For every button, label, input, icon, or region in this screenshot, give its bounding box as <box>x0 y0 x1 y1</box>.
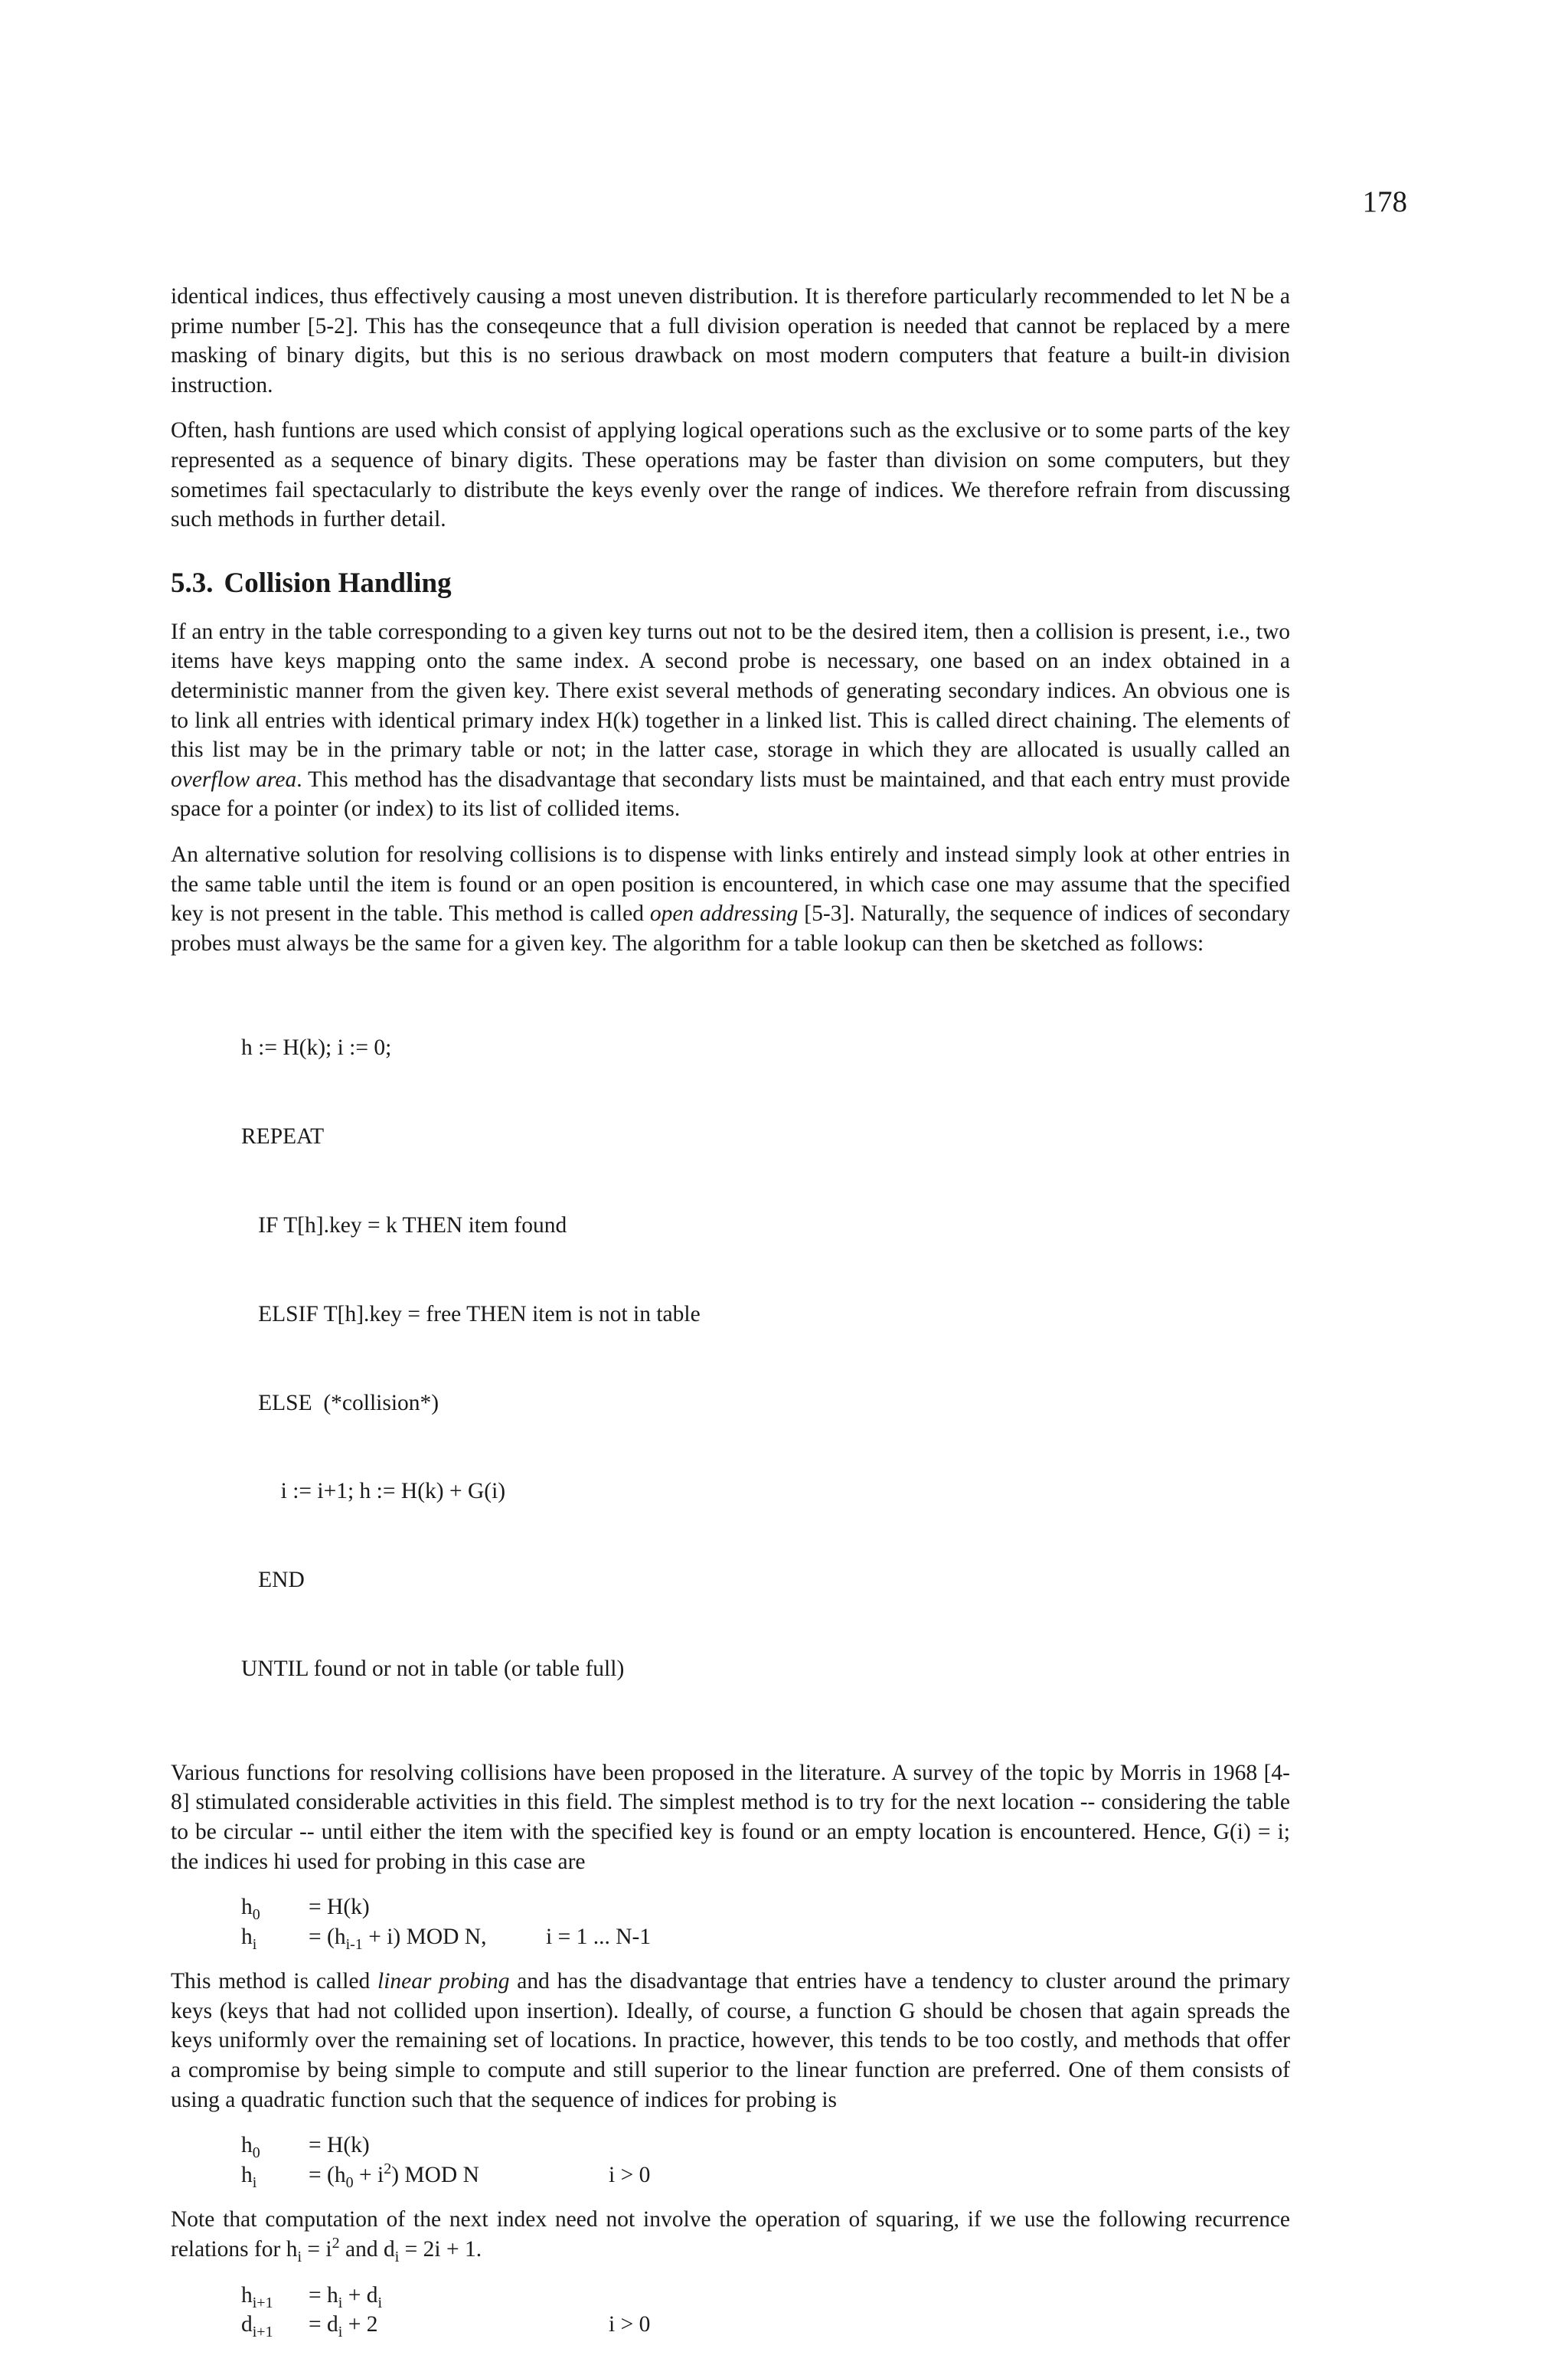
linear-probing-formula <box>241 1892 1290 1951</box>
code-line: REPEAT <box>241 1124 325 1150</box>
formula-row: $h_i$ = $(h_0 + i^2)$ MOD N i > 0 <box>241 2160 651 2191</box>
term-linear-probing: linear probing <box>377 1969 510 1994</box>
formula-condition: i = 1 ... N-1 <box>546 1924 652 1949</box>
lookup-algorithm <box>241 974 1290 1742</box>
code-line: IF T[h].key = k THEN item found <box>241 1213 567 1238</box>
paragraph-recurrence: Note that computation of the next index need not involve the operation of squaring, if we use the following recurrence relations for $h_i = i^2$ and $d_i = 2i + 1$. <box>171 2207 1290 2265</box>
code-line: END <box>241 1568 305 1593</box>
paragraph-prime-number: identical indices, thus effectively causing a most uneven distribution. It is therefore particularly recommended to let N be a prime number [5-2]. This has the conseqeunce that a full division operation is needed that cannot be replaced by a mere masking of binary digits, but this is no serious drawback on most modern computers that feature a built-in division instruction. <box>171 284 1290 397</box>
formula-row: $h_0$ = H(k) <box>241 1895 370 1923</box>
quadratic-probing-formula <box>241 2131 1290 2190</box>
formula-row: $h_{i+1}$ = $h_i + d_i$ <box>241 2282 383 2311</box>
formula-condition: i > 0 <box>609 2162 651 2187</box>
section-number: 5.3. <box>171 567 214 599</box>
code-line: UNTIL found or not in table (or table full) <box>241 1656 625 1681</box>
section-heading <box>171 567 1290 600</box>
recurrence-formula <box>241 2281 1290 2340</box>
page-content <box>171 282 1290 2355</box>
section-title: Collision Handling <box>224 567 452 599</box>
formula-row: $d_{i+1}$ = $d_i + 2$ i > 0 <box>241 2310 1290 2340</box>
code-line: h := H(k); i := 0; <box>241 1035 392 1061</box>
code-line: ELSIF T[h].key = free THEN item is not in table <box>241 1301 701 1326</box>
formula-row: $h_i$ = $(h_{i-1} + i)$ MOD N, i = 1 ... N-1 <box>241 1922 1290 1952</box>
term-overflow-area: overflow area <box>171 767 297 792</box>
page-number: 178 <box>1362 185 1407 218</box>
formula-row: $h_0$ = H(k) <box>241 2133 370 2162</box>
code-line: i := i+1; h := H(k) + G(i) <box>241 1479 506 1504</box>
paragraph-direct-chaining: If an entry in the table corresponding to a given key turns out not to be the desired item, then a collision is present, i.e., two items have keys mapping onto the same index. A second probe is necessary, one based on an index obtained in a deterministic manner from the given key. There exist several methods of generating secondary indices. An obvious one is to link all entries with identical primary index H(k) together in a linked list. This is called direct chaining. The elements of this list may be in the primary table or not; in the latter case, storage in which they are allocated is usually called an overflow area. This method has the disadvantage that secondary lists must be maintained, and that each entry must provide space for a pointer (or index) to its list of collided items. <box>171 619 1291 822</box>
paragraph-open-addressing: An alternative solution for resolving collisions is to dispense with links entirely and instead simply look at other entries in the same table until the item is found or an open position is encountered, in which case one may assume that the specified key is not present in the table. This method is called open addressing [5-3]. Naturally, the sequence of indices of secondary probes must always be the same for a given key. The algorithm for a table lookup can then be sketched as follows: <box>171 842 1290 956</box>
paragraph-linear-probing: This method is called linear probing and has the disadvantage that entries have a tendency to cluster around the primary keys (keys that had not collided upon insertion). Ideally, of course, a function G should be chosen that again spreads the keys uniformly over the remaining set of locations. In practice, however, this tends to be too costly, and methods that offer a compromise by being simple to compute and still superior to the linear function are preferred. One of them consists of using a quadratic function such that the sequence of indices for probing is <box>171 1969 1290 2112</box>
paragraph-logical-hash: Often, hash funtions are used which consist of applying logical operations such as the exclusive or to some parts of the key represented as a sequence of binary digits. These operations may be faster than division on some computers, but they sometimes fail spectacularly to distribute the keys evenly over the range of indices. We therefore refrain from discussing such methods in further detail. <box>171 418 1290 532</box>
paragraph-collision-functions: Various functions for resolving collisions have been proposed in the literature. A survey of the topic by Morris in 1968 [4-8] stimulated considerable activities in this field. The simplest method is to try for the next location -- considering the table to be circular -- until either the item with the specified key is found or an empty location is encountered. Hence, G(i) = i; the indices hi used for probing in this case are <box>171 1760 1290 1874</box>
code-line: ELSE (*collision*) <box>241 1390 439 1415</box>
formula-condition: i > 0 <box>609 2312 651 2337</box>
term-open-addressing: open addressing <box>649 901 799 927</box>
